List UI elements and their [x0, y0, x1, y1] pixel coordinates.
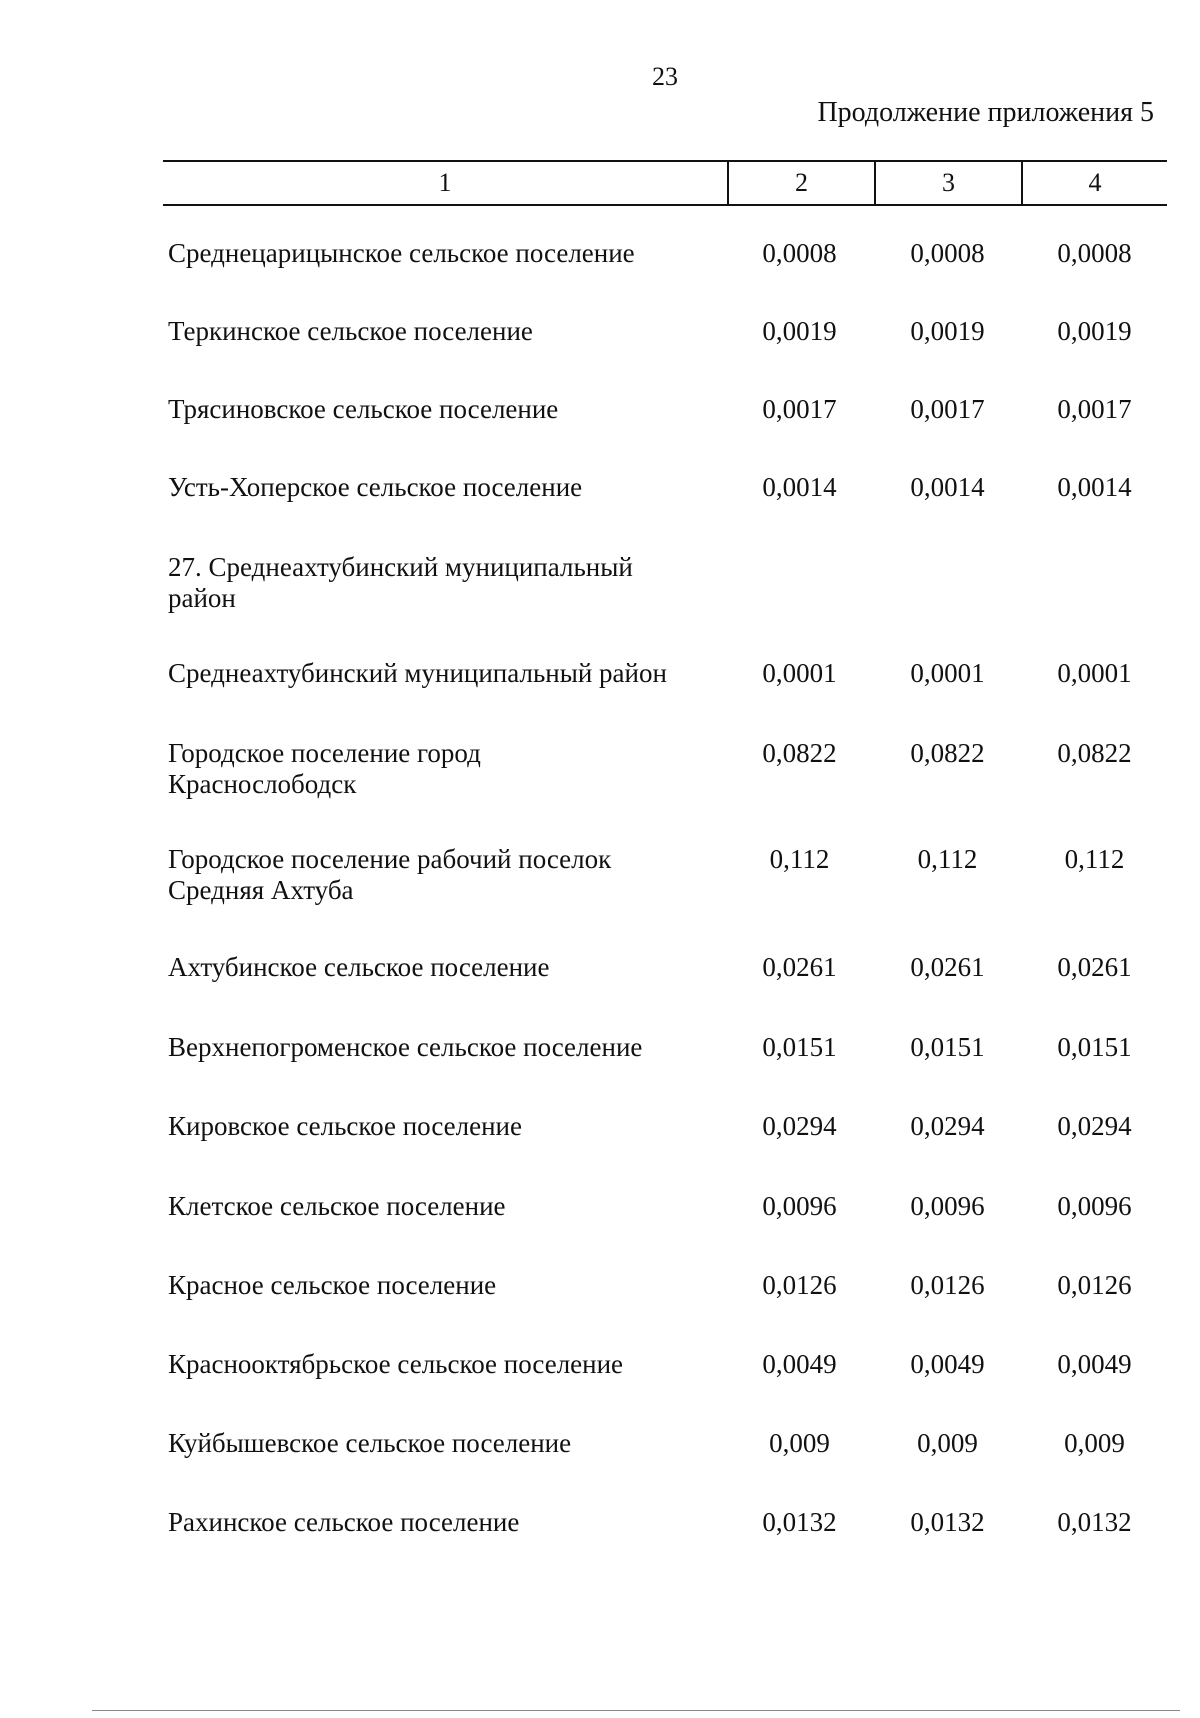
row-value-col3: 0,0126: [910, 1270, 985, 1300]
column-header: 4: [1021, 162, 1167, 204]
row-value-col2: 0,0096: [762, 1191, 837, 1221]
row-value-col2: 0,112: [769, 844, 830, 874]
row-value-col2: 0,009: [769, 1428, 830, 1458]
row-value-col2: 0,0017: [762, 394, 837, 424]
row-value-col4: 0,0001: [1057, 658, 1132, 688]
row-value-col4: 0,0017: [1057, 394, 1132, 424]
row-value-col4: 0,0008: [1057, 238, 1132, 268]
row-value-col4: 0,0151: [1057, 1032, 1132, 1062]
page-number: 23: [652, 62, 678, 91]
column-header: 3: [874, 162, 1021, 204]
row-value-col2: 0,0019: [762, 316, 837, 346]
row-value-col2: 0,0132: [762, 1507, 837, 1537]
row-value-col3: 0,0822: [910, 738, 985, 768]
row-name: Трясиновское сельское поселение: [168, 394, 559, 424]
row-value-col4: 0,0126: [1057, 1270, 1132, 1300]
row-value-col4: 0,0049: [1057, 1349, 1132, 1379]
row-value-col2: 0,0014: [762, 472, 837, 502]
row-value-col4: 0,0294: [1057, 1111, 1132, 1141]
row-name: Теркинское сельское поселение: [168, 316, 533, 346]
row-name: Куйбышевское сельское поселение: [168, 1428, 572, 1458]
row-value-col3: 0,0261: [910, 952, 985, 982]
row-name: Краснооктябрьское сельское поселение: [168, 1349, 624, 1379]
row-value-col2: 0,0261: [762, 952, 837, 982]
row-name: Усть-Хоперское сельское поселение: [168, 472, 583, 502]
row-value-col3: 0,0017: [910, 394, 985, 424]
row-value-col2: 0,0151: [762, 1032, 837, 1062]
row-value-col4: 0,0019: [1057, 316, 1132, 346]
section-heading: 27. Среднеахтубинский муниципальный район: [168, 552, 633, 613]
row-name: Рахинское сельское поселение: [168, 1507, 520, 1537]
row-value-col2: 0,0008: [762, 238, 837, 268]
row-value-col3: 0,009: [917, 1428, 978, 1458]
row-value-col3: 0,0294: [910, 1111, 985, 1141]
row-value-col3: 0,0001: [910, 658, 985, 688]
row-value-col2: 0,0049: [762, 1349, 837, 1379]
row-value-col4: 0,112: [1064, 844, 1125, 874]
row-value-col4: 0,0822: [1057, 738, 1132, 768]
row-value-col3: 0,0049: [910, 1349, 985, 1379]
row-value-col3: 0,112: [917, 844, 978, 874]
row-name: Городское поселение рабочий поселок Средняя Ахтуба: [168, 844, 612, 905]
row-value-col2: 0,0822: [762, 738, 837, 768]
row-name: Среднецарицынское сельское поселение: [168, 238, 635, 268]
row-name: Клетское сельское поселение: [168, 1191, 506, 1221]
row-name: Городское поселение город Краснослободск: [168, 738, 481, 799]
row-name: Верхнепогроменское сельское поселение: [168, 1032, 643, 1062]
row-value-col3: 0,0096: [910, 1191, 985, 1221]
scan-edge-line: [92, 1710, 1180, 1711]
row-name: Красное сельское поселение: [168, 1270, 497, 1300]
row-value-col4: 0,0261: [1057, 952, 1132, 982]
row-value-col4: 0,0096: [1057, 1191, 1132, 1221]
table-header: [163, 160, 1167, 206]
row-value-col3: 0,0008: [910, 238, 985, 268]
row-value-col2: 0,0126: [762, 1270, 837, 1300]
row-value-col4: 0,009: [1064, 1428, 1125, 1458]
row-name: Ахтубинское сельское поселение: [168, 952, 550, 982]
row-value-col3: 0,0132: [910, 1507, 985, 1537]
continuation-caption: Продолжение приложения 5: [817, 97, 1154, 128]
row-value-col2: 0,0294: [762, 1111, 837, 1141]
row-name: Кировское сельское поселение: [168, 1111, 522, 1141]
row-value-col2: 0,0001: [762, 658, 837, 688]
row-value-col3: 0,0019: [910, 316, 985, 346]
column-header: 1: [438, 168, 452, 197]
row-value-col3: 0,0151: [910, 1032, 985, 1062]
column-header: 2: [727, 162, 874, 204]
row-value-col4: 0,0132: [1057, 1507, 1132, 1537]
row-value-col3: 0,0014: [910, 472, 985, 502]
row-name: Среднеахтубинский муниципальный район: [168, 658, 667, 688]
row-value-col4: 0,0014: [1057, 472, 1132, 502]
